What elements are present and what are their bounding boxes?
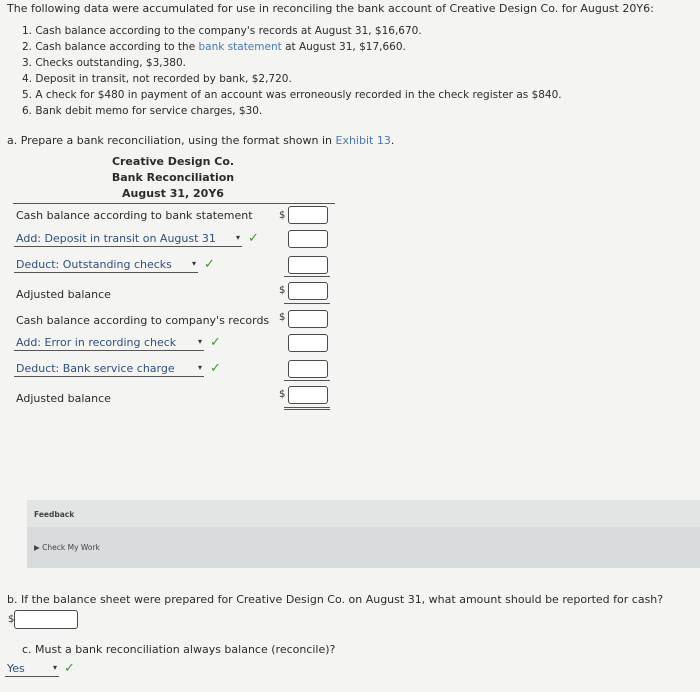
deduct-charge-dropdown[interactable]: Deduct: Bank service charge ▾	[16, 362, 202, 375]
add-deposit-dropdown[interactable]: Add: Deposit in transit on August 31 ▾	[16, 232, 240, 245]
outstanding-checks-input[interactable]	[288, 256, 328, 274]
statement-date: August 31, 20Y6	[122, 187, 224, 200]
data-item-6: 6. Bank debit memo for service charges, $30.	[22, 105, 263, 117]
add-error-dropdown[interactable]: Add: Error in recording check ▾	[16, 336, 202, 349]
reconcile-answer-dropdown[interactable]: Yes ▾	[7, 662, 57, 675]
subtotal-rule	[284, 380, 330, 381]
total-rule	[284, 303, 330, 304]
dollar-sign: $	[279, 285, 286, 296]
dollar-sign: $	[8, 614, 15, 625]
chevron-down-icon: ▾	[191, 259, 196, 268]
chevron-down-icon: ▾	[235, 233, 240, 242]
checkmark-icon: ✓	[204, 257, 215, 272]
chevron-down-icon: ▾	[197, 337, 202, 346]
checkmark-icon: ✓	[248, 231, 259, 246]
check-my-work-link[interactable]: ▶ Check My Work	[34, 543, 100, 552]
adjusted-balance-label: Adjusted balance	[16, 288, 111, 301]
statement-title: Bank Reconciliation	[111, 171, 235, 184]
dollar-sign: $	[279, 210, 286, 221]
service-charge-input[interactable]	[288, 360, 328, 378]
data-list	[22, 23, 562, 119]
data-item-3: 3. Checks outstanding, $3,380.	[22, 57, 186, 69]
header-rule	[13, 203, 335, 204]
company-balance-input[interactable]	[288, 310, 328, 328]
exhibit-13-link[interactable]: Exhibit 13	[335, 134, 391, 147]
deduct-checks-dropdown[interactable]: Deduct: Outstanding checks ▾	[16, 258, 196, 271]
data-item-5: 5. A check for $480 in payment of an account was erroneously recorded in the check register as $840.	[22, 89, 562, 101]
company-balance-label: Cash balance according to company's records	[16, 314, 270, 327]
feedback-strip	[27, 527, 700, 568]
adjusted-balance-company-input[interactable]	[288, 386, 328, 404]
part-b-prompt: b. If the balance sheet were prepared for Creative Design Co. on August 31, what amount should be reported for cash?	[7, 593, 664, 606]
checkmark-icon: ✓	[210, 335, 221, 350]
dollar-sign: $	[279, 312, 286, 323]
chevron-down-icon: ▾	[197, 363, 202, 372]
data-item-4: 4. Deposit in transit, not recorded by bank, $2,720.	[22, 73, 292, 85]
feedback-title: Feedback	[34, 510, 75, 519]
bank-statement-link[interactable]: bank statement	[198, 41, 282, 53]
bank-balance-label: Cash balance according to bank statement	[16, 209, 253, 222]
part-c-prompt: c. Must a bank reconciliation always balance (reconcile)?	[22, 643, 336, 656]
dollar-sign: $	[279, 389, 286, 400]
chevron-down-icon: ▾	[52, 663, 57, 672]
subtotal-rule	[284, 276, 330, 277]
checkmark-icon: ✓	[210, 361, 221, 376]
data-item-1: 1. Cash balance according to the company's records at August 31, $16,670.	[22, 25, 422, 37]
adjusted-balance-label: Adjusted balance	[16, 392, 111, 405]
total-rule	[284, 409, 330, 410]
part-a-prompt: a. Prepare a bank reconciliation, using the format shown in Exhibit 13.	[7, 134, 395, 147]
cash-amount-input[interactable]	[14, 610, 78, 629]
deposit-input[interactable]	[288, 230, 328, 248]
problem-intro: The following data were accumulated for use in reconciling the bank account of Creative Design Co. for August 20Y6:	[7, 2, 654, 15]
data-item-2: 2. Cash balance according to the bank statement at August 31, $17,660.	[22, 41, 406, 53]
bank-balance-input[interactable]	[288, 206, 328, 224]
checkmark-icon: ✓	[64, 661, 75, 676]
company-name: Creative Design Co.	[111, 155, 235, 168]
total-rule	[284, 407, 330, 408]
adjusted-balance-bank-input[interactable]	[288, 282, 328, 300]
error-input[interactable]	[288, 334, 328, 352]
